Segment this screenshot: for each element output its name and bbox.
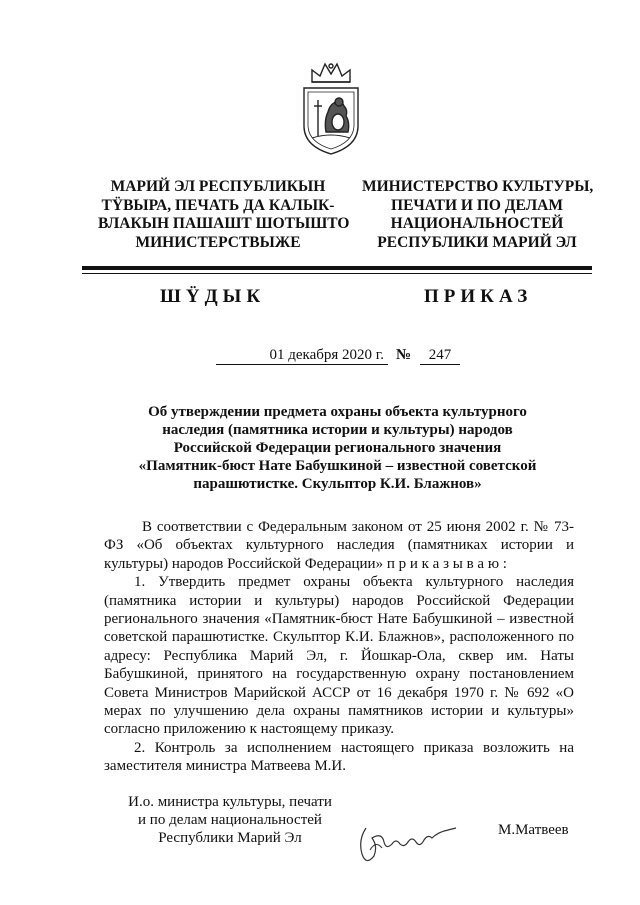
order-title bbox=[110, 403, 565, 493]
title-line: наследия (памятника истории и культуры) народов bbox=[162, 422, 513, 438]
header-left-line: МИНИСТЕРСТВЫЖЕ bbox=[135, 233, 301, 251]
header-right-line: МИНИСТЕРСТВО КУЛЬТУРЫ, bbox=[362, 178, 594, 195]
signer-name: М.Матвеев bbox=[498, 822, 569, 838]
ministry-name-russian bbox=[362, 178, 592, 252]
title-line: «Памятник-бюст Нате Бабушкиной – известной советской bbox=[138, 458, 537, 474]
order-body bbox=[104, 518, 574, 776]
signer-position bbox=[110, 793, 350, 847]
title-line: парашютистке. Скульптор К.И. Блажнов» bbox=[193, 476, 482, 492]
ministry-name-mari bbox=[98, 178, 350, 252]
item-2-paragraph: 2. Контроль за исполнением настоящего приказа возложить на заместителя министра Матвеева М.И. bbox=[104, 739, 574, 775]
signer-position-line: И.о. министра культуры, печати bbox=[128, 794, 332, 810]
signer-position-line: и по делам национальностей bbox=[138, 812, 322, 828]
header-left-line: МАРИЙ ЭЛ РЕСПУБЛИКЫН bbox=[110, 178, 326, 195]
signer-position-line: Республики Марий Эл bbox=[158, 830, 302, 846]
header-left-line: ТŸВЫРА, ПЕЧАТЬ ДА КАЛЫК- bbox=[101, 196, 335, 214]
doc-type-russian: ПРИКАЗ bbox=[424, 286, 533, 307]
title-line: Об утверждении предмета охраны объекта культурного bbox=[148, 404, 527, 420]
doc-type-mari: ШŸДЫК bbox=[160, 286, 266, 307]
order-number: 247 bbox=[420, 346, 460, 365]
item-1-paragraph: 1. Утвердить предмет охраны объекта культурного наследия (памятника истории и культуры) народов Российской Федерации регионального значения «Памятник-бюст Нате Бабушкиной – известной советской парашютистке. Скульптор К.И. Блажнов», расположенного по адресу: Республика Марий Эл, г. Йошкар-Ола, сквер им. Наты Бабушкиной, принятого на государственную охрану постановлением Совета Министров Марийской АССР от 16 декабря 1970 г. № 692 «О мерах по улучшению дела охраны памятников истории и культуры» согласно приложению к настоящему приказу. bbox=[104, 574, 574, 738]
header-right-line: НАЦИОНАЛЬНОСТЕЙ bbox=[390, 215, 564, 232]
order-date: 01 декабря 2020 г. bbox=[216, 346, 388, 365]
number-sign: № bbox=[396, 347, 412, 363]
coat-of-arms-icon bbox=[298, 60, 364, 156]
header-right-line: РЕСПУБЛИКИ МАРИЙ ЭЛ bbox=[377, 233, 577, 251]
header-right-line: ПЕЧАТИ И ПО ДЕЛАМ bbox=[391, 196, 563, 214]
header-divider-thin bbox=[82, 273, 592, 274]
handwritten-signature-icon bbox=[352, 810, 462, 870]
title-line: Российской Федерации регионального значения bbox=[173, 440, 502, 456]
intro-paragraph: В соответствии с Федеральным законом от 25 июня 2002 г. № 73-ФЗ «Об объектах культурного наследия (памятниках истории и культуры) народов Российской Федерации» п р и к а з ы в а ю : bbox=[104, 519, 574, 572]
header-left-line: ВЛАКЫН ПАШАШТ ШОТЫШТО bbox=[98, 215, 350, 232]
header-divider-thick bbox=[82, 266, 592, 270]
